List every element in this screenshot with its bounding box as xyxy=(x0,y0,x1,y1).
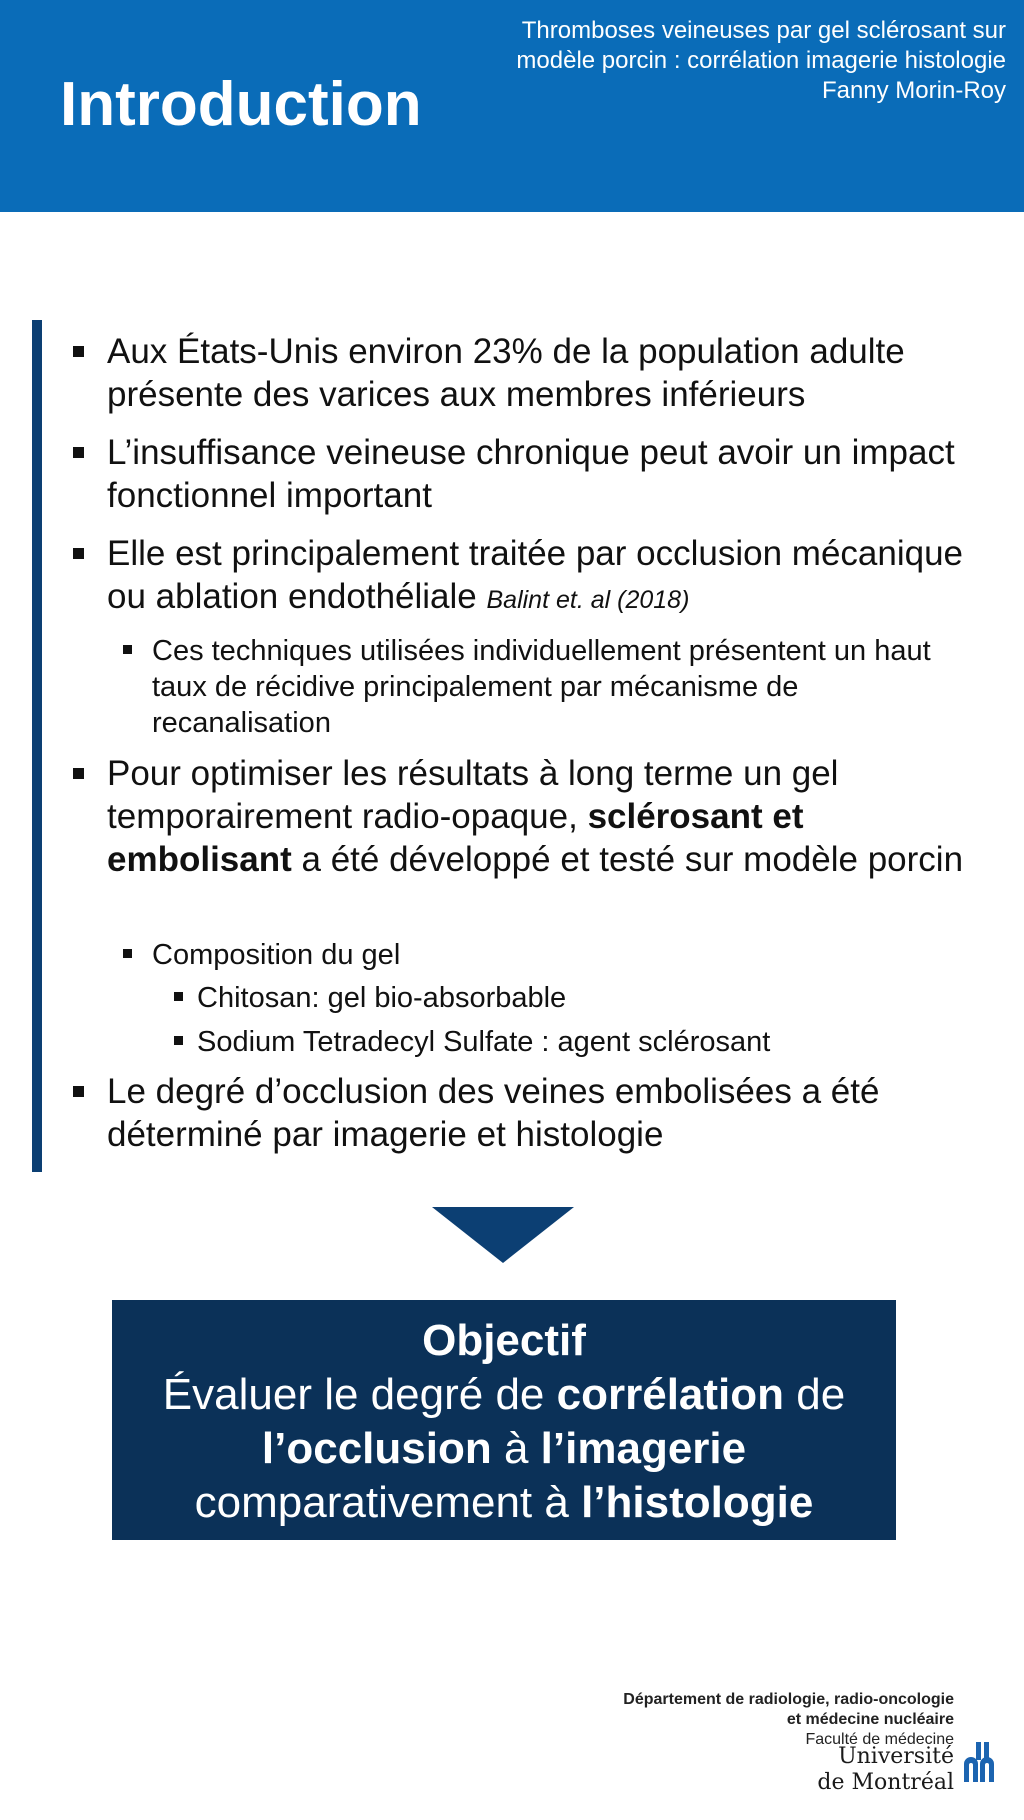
presentation-title-line2: modèle porcin : corrélation imagerie histologie xyxy=(516,47,1006,74)
objective-line xyxy=(112,1422,896,1476)
header-info xyxy=(446,16,1006,106)
sub-sub-bullet-text: Chitosan: gel bio-absorbable xyxy=(197,982,567,1014)
author-name: Fanny Morin-Roy xyxy=(821,77,1006,104)
objective-line xyxy=(112,1476,896,1530)
objective-emphasis: corrélation xyxy=(556,1370,785,1419)
objective-title: Objectif xyxy=(422,1316,586,1365)
objective-text: comparativement à xyxy=(194,1478,569,1527)
department-line: Département de radiologie, radio-oncologie xyxy=(623,1691,954,1708)
sub-sub-bullet-text: Sodium Tetradecyl Sulfate : agent sclérosant xyxy=(197,1026,771,1058)
objective-emphasis: l’histologie xyxy=(581,1478,814,1527)
objective-text: de xyxy=(796,1370,846,1419)
university-name xyxy=(817,1744,954,1796)
bullet-text-part2: a été développé et testé sur modèle porcin xyxy=(301,840,964,879)
bullet-square-icon xyxy=(123,645,132,654)
bullet-text xyxy=(107,752,987,881)
citation: Balint et. al (2018) xyxy=(486,586,690,614)
university-name-line: de Montréal xyxy=(817,1770,954,1795)
bullet-square-icon xyxy=(174,1036,183,1045)
university-logo xyxy=(804,1740,1004,1810)
presentation-title-line1: Thromboses veineuses par gel sclérosant sur xyxy=(521,17,1006,44)
bullet-square-icon xyxy=(174,992,183,1001)
bullet-text: L’insuffisance veineuse chronique peut avoir un impact fonctionnel important xyxy=(107,433,955,515)
page-title: Introduction xyxy=(60,70,422,139)
department-line: et médecine nucléaire xyxy=(786,1711,954,1728)
faculty-line: Faculté de médecine xyxy=(805,1731,954,1748)
objective-box xyxy=(112,1300,896,1540)
bullet-text: Le degré d’occlusion des veines embolisées a été déterminé par imagerie et histologie xyxy=(107,1072,880,1154)
bullet-text-main: Elle est principalement traitée par occlusion mécanique ou ablation endothéliale xyxy=(107,534,964,616)
objective-emphasis: l’imagerie xyxy=(540,1424,747,1473)
sub-bullet-text: Ces techniques utilisées individuellement présentent un haut taux de récidive principalement par mécanisme de recanalisation xyxy=(152,635,931,739)
udem-emblem-icon xyxy=(960,1740,1004,1784)
bullet-text: Aux États-Unis environ 23% de la population adulte présente des varices aux membres inférieurs xyxy=(107,332,905,414)
bullet-square-icon xyxy=(73,768,84,779)
bullet-text xyxy=(107,532,987,622)
objective-emphasis: l’occlusion xyxy=(261,1424,492,1473)
bullet-square-icon xyxy=(123,949,132,958)
university-name-line: Université xyxy=(838,1744,954,1769)
content-accent-bar xyxy=(32,320,42,1172)
bullet-text-emphasis: sclérosant et embolisant xyxy=(107,797,804,879)
objective-text: Évaluer le degré de xyxy=(162,1370,545,1419)
objective-line xyxy=(112,1368,896,1422)
header-banner xyxy=(0,0,1024,212)
bullet-square-icon xyxy=(73,1086,84,1097)
bullet-text-part1: Pour optimiser les résultats à long terme un gel temporairement radio-opaque, xyxy=(107,754,839,836)
down-arrow-icon xyxy=(432,1207,574,1263)
bullet-square-icon xyxy=(73,548,84,559)
bullet-square-icon xyxy=(73,346,84,357)
sub-bullet-text: Composition du gel xyxy=(152,939,401,971)
bullet-square-icon xyxy=(73,447,84,458)
objective-text: à xyxy=(503,1424,529,1473)
